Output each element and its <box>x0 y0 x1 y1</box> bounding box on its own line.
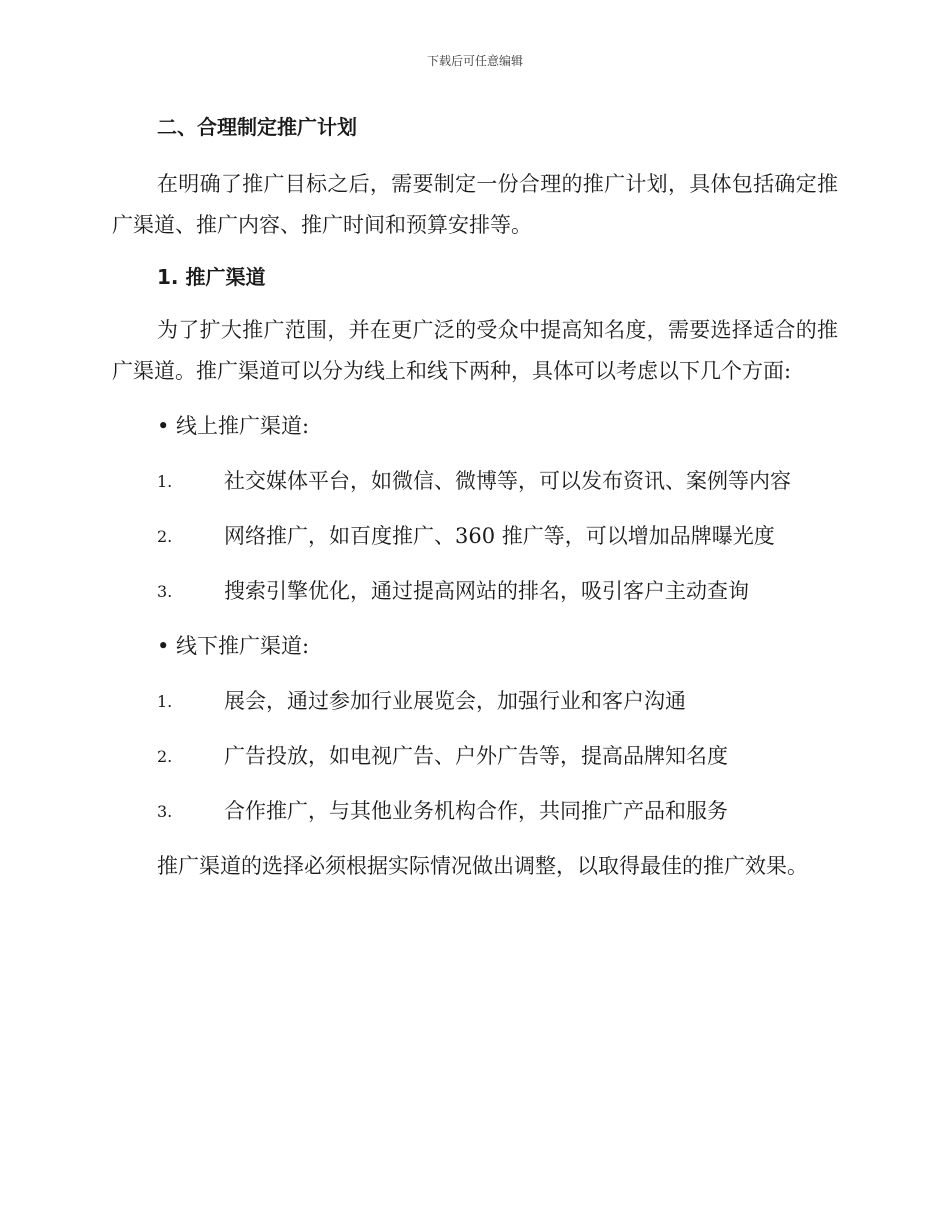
online-channels-label: • 线上推广渠道: <box>157 414 310 438</box>
list-number: 2. <box>157 747 173 766</box>
list-text: 展会，通过参加行业展览会，加强行业和客户沟通 <box>224 689 686 713</box>
list-item <box>112 516 838 557</box>
list-text: 搜索引擎优化，通过提高网站的排名，吸引客户主动查询 <box>224 579 749 603</box>
section-title: 二、合理制定推广计划 <box>157 115 357 139</box>
list-number: 1. <box>157 472 173 491</box>
document-body <box>112 110 838 887</box>
list-number: 3. <box>157 802 173 821</box>
subsection-title: 1. 推广渠道 <box>157 265 266 289</box>
list-item <box>112 681 838 722</box>
offline-channels-label: • 线下推广渠道: <box>157 634 310 658</box>
list-number: 3. <box>157 582 173 601</box>
list-text: 广告投放，如电视广告、户外广告等，提高品牌知名度 <box>224 744 728 768</box>
list-text: 合作推广，与其他业务机构合作，共同推广产品和服务 <box>224 799 728 823</box>
page-header: 下载后可任意编辑 <box>426 54 523 68</box>
list-number: 1. <box>157 692 173 711</box>
list-item <box>112 736 838 777</box>
section-intro: 在明确了推广目标之后，需要制定一份合理的推广计划，具体包括确定推广渠道、推广内容、推广时间和预算安排等。 <box>112 172 838 237</box>
list-text: 网络推广，如百度推广、360 推广等，可以增加品牌曝光度 <box>224 524 775 548</box>
subsection-intro: 为了扩大推广范围，并在更广泛的受众中提高知名度，需要选择适合的推广渠道。推广渠道可以分为线上和线下两种，具体可以考虑以下几个方面: <box>112 318 838 383</box>
list-item <box>112 461 838 502</box>
list-item <box>112 571 838 612</box>
list-text: 社交媒体平台，如微信、微博等，可以发布资讯、案例等内容 <box>224 469 791 493</box>
list-item <box>112 791 838 832</box>
closing-paragraph: 推广渠道的选择必须根据实际情况做出调整，以取得最佳的推广效果。 <box>157 854 808 878</box>
list-number: 2. <box>157 527 173 546</box>
